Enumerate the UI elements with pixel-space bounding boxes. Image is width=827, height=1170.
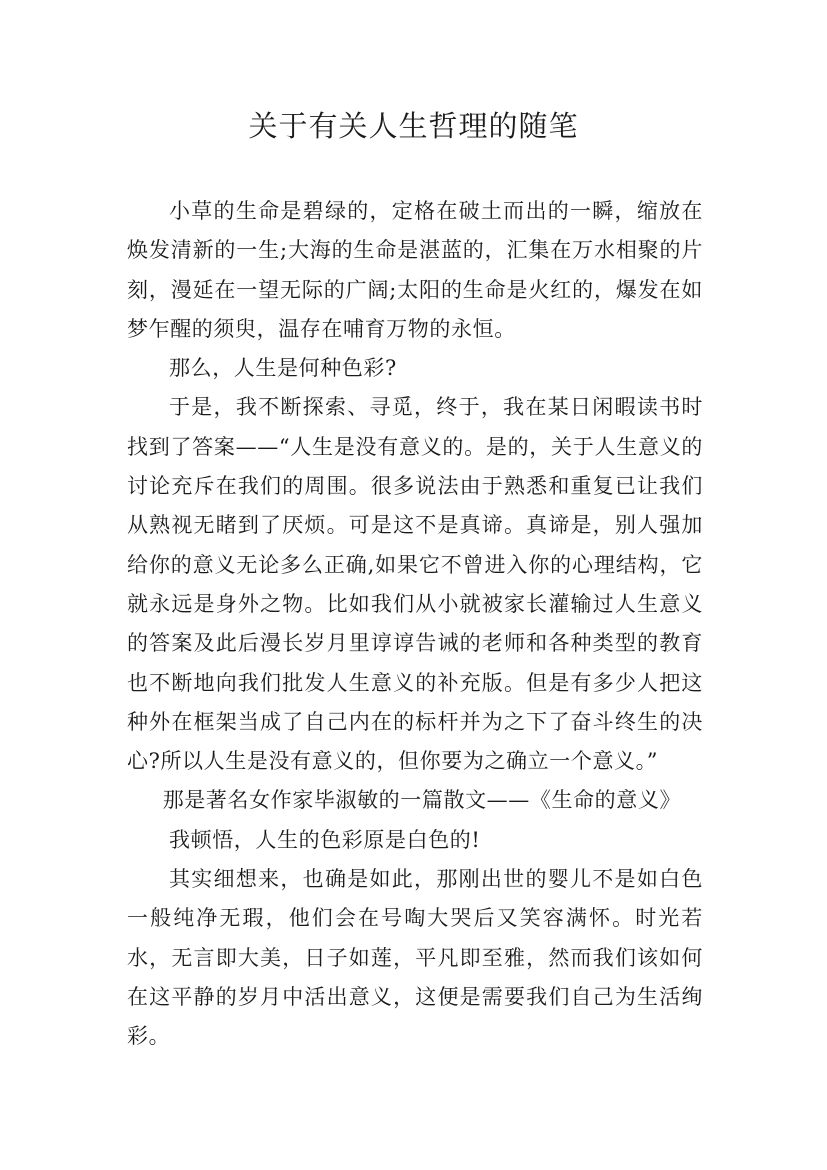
paragraph-3: 于是，我不断探索、寻觅，终于，我在某日闲暇读书时找到了答案——“人生是没有意义的。是的，关于人生意义的讨论充斥在我们的周围。很多说法由于熟悉和重复已让我们从熟视无睹到了厌烦。可是这不是真谛。真谛是，别人强加给你的意义无论多么正确,如果它不曾进入你的心理结构，它就永远是身外之物。比如我们从小就被家长灌输过人生意义的答案及此后漫长岁月里谆谆告诫的老师和各种类型的教育也不断地向我们批发人生意义的补充版。但是有多少人把这种外在框架当成了自己内在的标杆并为之下了奋斗终生的决心?所以人生是没有意义的，但你要为之确立一个意义。” (127, 395, 703, 774)
document-title: 关于有关人生哲理的随笔 (248, 109, 579, 143)
paragraph-2: 那么，人生是何种色彩? (169, 356, 397, 381)
paragraph-4: 那是著名女作家毕淑敏的一篇散文——《生命的意义》 (162, 788, 682, 813)
paragraph-6: 其实细想来，也确是如此，那刚出世的婴儿不是如白色一般纯净无瑕，他们会在号啕大哭后又笑容满怀。时光若水，无言即大美，日子如莲，平凡即至雅，然而我们该如何在这平静的岁月中活出意义，这便是需要我们自己为生活绚彩。 (127, 867, 703, 1049)
document-body (127, 192, 703, 1057)
paragraph-1: 小草的生命是碧绿的，定格在破土而出的一瞬，缩放在焕发清新的一生;大海的生命是湛蓝的，汇集在万水相聚的片刻，漫延在一望无际的广阔;太阳的生命是火红的，爆发在如梦乍醒的须臾，温存在哺育万物的永恒。 (127, 199, 703, 341)
paragraph-5: 我顿悟，人生的色彩原是白色的! (169, 827, 481, 852)
